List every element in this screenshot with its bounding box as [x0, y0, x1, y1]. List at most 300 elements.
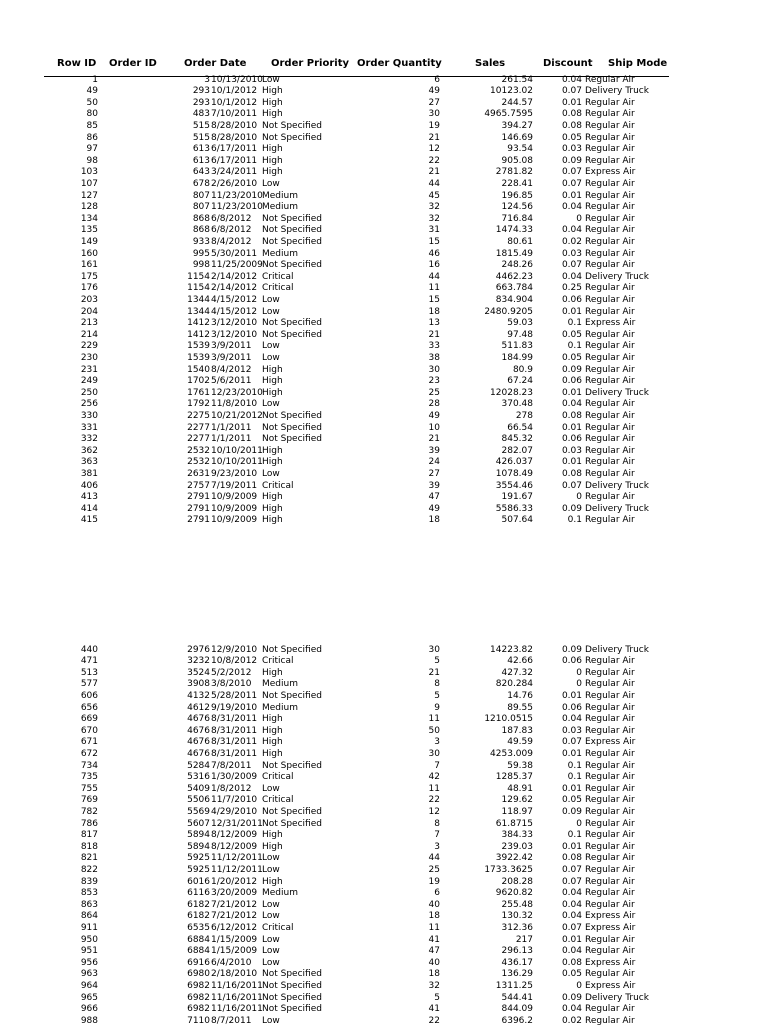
cell-order-id: 2277: [187, 434, 210, 445]
cell-discount: 0.07: [561, 86, 582, 97]
cell-row-id: 734: [80, 760, 98, 771]
table-row: [0, 283, 768, 295]
table-row: [0, 911, 768, 923]
cell-order-id: 5925: [187, 864, 210, 875]
cell-order-id: 6535: [187, 922, 210, 933]
cell-sales: 217: [515, 934, 533, 945]
cell-order-id: 6982: [187, 1004, 210, 1015]
cell-sales: 130.32: [501, 911, 533, 922]
cell-row-id: 204: [80, 306, 98, 317]
cell-order-id: 6016: [187, 876, 210, 887]
cell-order-id: 678: [192, 178, 210, 189]
cell-order-quantity: 39: [428, 445, 440, 456]
cell-sales: 1078.49: [495, 468, 533, 479]
cell-discount: 0.1: [567, 341, 582, 352]
table-row: [0, 946, 768, 958]
table-row: [0, 341, 768, 353]
cell-order-id: 1539: [187, 341, 210, 352]
cell-order-id: 933: [192, 236, 210, 247]
table-row: [0, 98, 768, 110]
cell-order-id: 1154: [187, 271, 210, 282]
cell-ship-mode: Regular Air: [585, 376, 635, 387]
cell-ship-mode: Regular Air: [585, 352, 635, 363]
cell-ship-mode: Regular Air: [585, 772, 635, 783]
cell-order-quantity: 27: [428, 97, 440, 108]
table-row: [0, 865, 768, 877]
cell-order-priority: Low: [262, 352, 280, 363]
cell-discount: 0: [576, 667, 582, 678]
cell-ship-mode: Regular Air: [585, 260, 635, 271]
table-row: [0, 761, 768, 773]
cell-discount: 0.05: [561, 329, 582, 340]
cell-row-id: 965: [80, 992, 98, 1003]
cell-sales: 1733.3625: [484, 864, 533, 875]
cell-sales: 59.38: [507, 760, 533, 771]
cell-order-quantity: 44: [428, 178, 440, 189]
cell-order-date: 5/30/2011: [211, 248, 258, 259]
cell-order-priority: Low: [262, 178, 280, 189]
cell-order-quantity: 6: [434, 888, 440, 899]
cell-order-id: 613: [192, 144, 210, 155]
cell-ship-mode: Regular Air: [585, 515, 635, 526]
cell-order-priority: High: [262, 714, 283, 725]
cell-order-date: 11/7/2010: [211, 795, 258, 806]
cell-order-date: 10/10/2011: [211, 457, 263, 468]
cell-order-priority: High: [262, 445, 283, 456]
cell-order-date: 11/16/2011: [211, 1004, 263, 1015]
cell-sales: 278: [515, 410, 533, 421]
cell-discount: 0.1: [567, 515, 582, 526]
table-row: [0, 656, 768, 668]
cell-order-date: 1/1/2011: [211, 434, 252, 445]
cell-ship-mode: Regular Air: [585, 236, 635, 247]
cell-ship-mode: Regular Air: [585, 492, 635, 503]
cell-order-id: 6182: [187, 911, 210, 922]
cell-row-id: 50: [86, 97, 98, 108]
cell-discount: 0.09: [561, 806, 582, 817]
cell-ship-mode: Regular Air: [585, 155, 635, 166]
cell-order-priority: Not Specified: [262, 980, 322, 991]
cell-sales: 10123.02: [490, 86, 533, 97]
cell-order-date: 10/1/2012: [211, 97, 258, 108]
cell-ship-mode: Regular Air: [585, 341, 635, 352]
cell-sales: 1815.49: [495, 248, 533, 259]
cell-discount: 0.05: [561, 795, 582, 806]
cell-order-id: 1761: [187, 387, 210, 398]
cell-order-id: 5894: [187, 841, 210, 852]
cell-ship-mode: Regular Air: [585, 830, 635, 841]
cell-ship-mode: Express Air: [585, 922, 636, 933]
cell-order-quantity: 3: [434, 737, 440, 748]
cell-order-priority: High: [262, 97, 283, 108]
cell-row-id: 669: [80, 714, 98, 725]
cell-row-id: 134: [80, 213, 98, 224]
cell-discount: 0.01: [561, 457, 582, 468]
cell-row-id: 822: [80, 864, 98, 875]
cell-sales: 184.99: [501, 352, 533, 363]
cell-order-date: 8/31/2011: [211, 748, 258, 759]
cell-order-id: 868: [192, 225, 210, 236]
cell-row-id: 988: [80, 1015, 98, 1026]
cell-row-id: 213: [80, 318, 98, 329]
cell-order-quantity: 33: [428, 341, 440, 352]
cell-ship-mode: Regular Air: [585, 457, 635, 468]
cell-order-id: 2532: [187, 445, 210, 456]
cell-ship-mode: Regular Air: [585, 213, 635, 224]
cell-order-priority: Low: [262, 934, 280, 945]
cell-ship-mode: Regular Air: [585, 876, 635, 887]
cell-sales: 146.69: [501, 132, 533, 143]
cell-order-id: 6182: [187, 899, 210, 910]
cell-order-date: 10/8/2012: [211, 656, 258, 667]
cell-row-id: 107: [80, 178, 98, 189]
cell-order-quantity: 32: [428, 202, 440, 213]
cell-row-id: 249: [80, 376, 98, 387]
cell-ship-mode: Regular Air: [585, 202, 635, 213]
cell-ship-mode: Delivery Truck: [585, 644, 649, 655]
cell-order-quantity: 11: [428, 283, 440, 294]
cell-ship-mode: Delivery Truck: [585, 480, 649, 491]
cell-discount: 0: [576, 818, 582, 829]
cell-order-date: 4/29/2010: [211, 806, 258, 817]
cell-sales: 248.26: [501, 260, 533, 271]
cell-ship-mode: Regular Air: [585, 434, 635, 445]
cell-order-date: 6/17/2011: [211, 155, 258, 166]
cell-ship-mode: Express Air: [585, 737, 636, 748]
cell-discount: 0.01: [561, 783, 582, 794]
cell-ship-mode: Regular Air: [585, 248, 635, 259]
cell-discount: 0.04: [561, 888, 582, 899]
cell-order-quantity: 47: [428, 946, 440, 957]
cell-discount: 0.1: [567, 318, 582, 329]
table-row: [0, 923, 768, 935]
cell-order-date: 10/9/2009: [211, 503, 258, 514]
cell-row-id: 49: [86, 86, 98, 97]
cell-order-quantity: 21: [428, 167, 440, 178]
cell-order-quantity: 19: [428, 120, 440, 131]
cell-order-quantity: 22: [428, 1015, 440, 1026]
cell-discount: 0.04: [561, 74, 582, 85]
table-row: [0, 86, 768, 98]
cell-order-id: 6884: [187, 946, 210, 957]
cell-row-id: 256: [80, 399, 98, 410]
cell-row-id: 577: [80, 679, 98, 690]
cell-row-id: 363: [80, 457, 98, 468]
cell-ship-mode: Express Air: [585, 318, 636, 329]
cell-ship-mode: Delivery Truck: [585, 992, 649, 1003]
cell-row-id: 821: [80, 853, 98, 864]
cell-ship-mode: Regular Air: [585, 468, 635, 479]
cell-row-id: 229: [80, 341, 98, 352]
cell-row-id: 415: [80, 515, 98, 526]
cell-ship-mode: Regular Air: [585, 144, 635, 155]
cell-order-priority: Critical: [262, 795, 294, 806]
cell-order-priority: Critical: [262, 922, 294, 933]
cell-order-priority: High: [262, 364, 283, 375]
cell-order-id: 3524: [187, 667, 210, 678]
cell-sales: 370.48: [501, 399, 533, 410]
cell-discount: 0.04: [561, 899, 582, 910]
cell-ship-mode: Regular Air: [585, 690, 635, 701]
cell-discount: 0.04: [561, 714, 582, 725]
table-row: [0, 365, 768, 377]
cell-order-priority: Critical: [262, 656, 294, 667]
cell-order-quantity: 7: [434, 830, 440, 841]
cell-row-id: 964: [80, 980, 98, 991]
cell-order-date: 10/9/2009: [211, 492, 258, 503]
cell-row-id: 176: [80, 283, 98, 294]
cell-order-id: 1540: [187, 364, 210, 375]
cell-order-date: 5/6/2011: [211, 376, 252, 387]
cell-ship-mode: Regular Air: [585, 969, 635, 980]
cell-discount: 0.1: [567, 760, 582, 771]
cell-ship-mode: Regular Air: [585, 132, 635, 143]
cell-order-priority: Not Specified: [262, 760, 322, 771]
cell-row-id: 1: [92, 74, 98, 85]
cell-sales: 394.27: [501, 120, 533, 131]
cell-order-id: 1702: [187, 376, 210, 387]
cell-order-priority: Critical: [262, 480, 294, 491]
cell-discount: 0.01: [561, 422, 582, 433]
cell-ship-mode: Regular Air: [585, 679, 635, 690]
cell-order-quantity: 21: [428, 329, 440, 340]
cell-order-quantity: 19: [428, 876, 440, 887]
cell-discount: 0.09: [561, 155, 582, 166]
cell-order-quantity: 30: [428, 644, 440, 655]
cell-order-id: 5569: [187, 806, 210, 817]
cell-row-id: 97: [86, 144, 98, 155]
cell-order-id: 1539: [187, 352, 210, 363]
table-row: [0, 668, 768, 680]
cell-sales: 67.24: [507, 376, 533, 387]
cell-ship-mode: Regular Air: [585, 225, 635, 236]
table-row: [0, 515, 768, 527]
cell-ship-mode: Regular Air: [585, 399, 635, 410]
cell-order-date: 3/12/2010: [211, 329, 258, 340]
cell-order-id: 1412: [187, 329, 210, 340]
cell-order-date: 11/12/2011: [211, 864, 263, 875]
cell-row-id: 656: [80, 702, 98, 713]
cell-order-date: 8/12/2009: [211, 830, 258, 841]
cell-order-quantity: 5: [434, 992, 440, 1003]
cell-sales: 191.67: [501, 492, 533, 503]
cell-row-id: 332: [80, 434, 98, 445]
cell-order-priority: High: [262, 876, 283, 887]
cell-row-id: 671: [80, 737, 98, 748]
cell-order-quantity: 22: [428, 795, 440, 806]
cell-row-id: 786: [80, 818, 98, 829]
table-row: [0, 249, 768, 261]
cell-sales: 93.54: [507, 144, 533, 155]
cell-sales: 1311.25: [495, 980, 533, 991]
cell-row-id: 160: [80, 248, 98, 259]
cell-sales: 228.41: [501, 178, 533, 189]
cell-discount: 0.03: [561, 248, 582, 259]
cell-row-id: 161: [80, 260, 98, 271]
cell-order-quantity: 15: [428, 294, 440, 305]
cell-order-date: 8/31/2011: [211, 737, 258, 748]
cell-order-priority: Low: [262, 957, 280, 968]
table-row: [0, 109, 768, 121]
cell-order-quantity: 42: [428, 772, 440, 783]
table-row: [0, 434, 768, 446]
cell-order-priority: Not Specified: [262, 644, 322, 655]
cell-order-quantity: 49: [428, 503, 440, 514]
table-row: [0, 784, 768, 796]
cell-order-id: 5316: [187, 772, 210, 783]
cell-sales: 436.17: [501, 957, 533, 968]
cell-ship-mode: Regular Air: [585, 853, 635, 864]
cell-sales: 136.29: [501, 969, 533, 980]
cell-order-quantity: 44: [428, 853, 440, 864]
cell-order-priority: Low: [262, 341, 280, 352]
table-row: [0, 842, 768, 854]
cell-order-id: 515: [192, 132, 210, 143]
cell-sales: 834.904: [495, 294, 533, 305]
cell-discount: 0.05: [561, 132, 582, 143]
cell-order-id: 5925: [187, 853, 210, 864]
cell-sales: 296.13: [501, 946, 533, 957]
cell-order-date: 1/15/2009: [211, 946, 258, 957]
cell-order-date: 1/1/2011: [211, 422, 252, 433]
cell-discount: 0.02: [561, 236, 582, 247]
cell-row-id: 769: [80, 795, 98, 806]
cell-order-quantity: 49: [428, 86, 440, 97]
cell-order-priority: High: [262, 830, 283, 841]
table-row: [0, 133, 768, 145]
cell-order-quantity: 8: [434, 679, 440, 690]
cell-sales: 905.08: [501, 155, 533, 166]
cell-order-quantity: 40: [428, 899, 440, 910]
cell-row-id: 149: [80, 236, 98, 247]
table-row: [0, 469, 768, 481]
cell-order-quantity: 32: [428, 980, 440, 991]
cell-sales: 129.62: [501, 795, 533, 806]
cell-order-priority: Low: [262, 946, 280, 957]
cell-sales: 426.037: [495, 457, 533, 468]
table-row: [0, 993, 768, 1005]
cell-order-id: 2791: [187, 503, 210, 514]
cell-order-date: 5/28/2011: [211, 690, 258, 701]
cell-order-priority: Low: [262, 74, 280, 85]
cell-row-id: 735: [80, 772, 98, 783]
cell-order-id: 293: [192, 86, 210, 97]
cell-discount: 0.09: [561, 364, 582, 375]
cell-sales: 9620.82: [495, 888, 533, 899]
cell-order-priority: Low: [262, 294, 280, 305]
cell-order-date: 3/9/2011: [211, 341, 252, 352]
table-row: [0, 237, 768, 249]
cell-order-quantity: 22: [428, 155, 440, 166]
table-row: [0, 737, 768, 749]
cell-ship-mode: Regular Air: [585, 410, 635, 421]
cell-order-priority: High: [262, 144, 283, 155]
cell-discount: 0.08: [561, 410, 582, 421]
cell-sales: 61.8715: [495, 818, 533, 829]
cell-order-id: 6980: [187, 969, 210, 980]
cell-order-id: 483: [192, 109, 210, 120]
cell-order-quantity: 5: [434, 656, 440, 667]
cell-ship-mode: Regular Air: [585, 1015, 635, 1026]
cell-order-date: 3/24/2011: [211, 167, 258, 178]
cell-order-priority: Not Specified: [262, 132, 322, 143]
cell-order-id: 2976: [187, 644, 210, 655]
cell-order-id: 1792: [187, 399, 210, 410]
cell-row-id: 250: [80, 387, 98, 398]
cell-ship-mode: Delivery Truck: [585, 387, 649, 398]
cell-order-date: 5/2/2012: [211, 667, 252, 678]
cell-sales: 255.48: [501, 899, 533, 910]
cell-row-id: 413: [80, 492, 98, 503]
cell-discount: 0.04: [561, 911, 582, 922]
cell-row-id: 230: [80, 352, 98, 363]
cell-ship-mode: Regular Air: [585, 899, 635, 910]
cell-discount: 0.07: [561, 876, 582, 887]
cell-order-quantity: 6: [434, 74, 440, 85]
cell-order-id: 3908: [187, 679, 210, 690]
cell-sales: 80.61: [507, 236, 533, 247]
cell-sales: 845.32: [501, 434, 533, 445]
cell-order-date: 8/7/2011: [211, 1015, 252, 1026]
cell-row-id: 956: [80, 957, 98, 968]
cell-order-quantity: 12: [428, 144, 440, 155]
cell-order-id: 7110: [187, 1015, 210, 1026]
cell-order-id: 643: [192, 167, 210, 178]
cell-sales: 2781.82: [495, 167, 533, 178]
table-row: [0, 156, 768, 168]
table-row: [0, 179, 768, 191]
cell-row-id: 135: [80, 225, 98, 236]
cell-discount: 0: [576, 213, 582, 224]
cell-discount: 0.04: [561, 271, 582, 282]
cell-discount: 0.04: [561, 1004, 582, 1015]
cell-order-id: 5409: [187, 783, 210, 794]
table-row: [0, 492, 768, 504]
cell-order-date: 11/16/2011: [211, 980, 263, 991]
cell-order-quantity: 25: [428, 387, 440, 398]
cell-order-date: 11/8/2010: [211, 399, 258, 410]
cell-ship-mode: Regular Air: [585, 795, 635, 806]
cell-order-id: 2532: [187, 457, 210, 468]
cell-order-date: 6/17/2011: [211, 144, 258, 155]
cell-order-id: 3232: [187, 656, 210, 667]
cell-order-priority: Low: [262, 899, 280, 910]
cell-row-id: 863: [80, 899, 98, 910]
cell-order-date: 3/12/2010: [211, 318, 258, 329]
cell-order-priority: Not Specified: [262, 329, 322, 340]
cell-ship-mode: Regular Air: [585, 1004, 635, 1015]
cell-sales: 261.54: [501, 74, 533, 85]
cell-sales: 2480.9205: [484, 306, 533, 317]
cell-order-priority: Not Specified: [262, 410, 322, 421]
table-row: [0, 807, 768, 819]
cell-order-quantity: 11: [428, 922, 440, 933]
cell-order-priority: High: [262, 167, 283, 178]
cell-order-quantity: 47: [428, 492, 440, 503]
table-row: [0, 981, 768, 993]
cell-sales: 59.03: [507, 318, 533, 329]
cell-order-quantity: 50: [428, 725, 440, 736]
cell-discount: 0.06: [561, 702, 582, 713]
cell-order-quantity: 13: [428, 318, 440, 329]
cell-order-quantity: 12: [428, 806, 440, 817]
cell-sales: 97.48: [507, 329, 533, 340]
cell-discount: 0.04: [561, 946, 582, 957]
table-row: [0, 330, 768, 342]
cell-order-id: 995: [192, 248, 210, 259]
cell-row-id: 127: [80, 190, 98, 201]
cell-order-id: 4612: [187, 702, 210, 713]
